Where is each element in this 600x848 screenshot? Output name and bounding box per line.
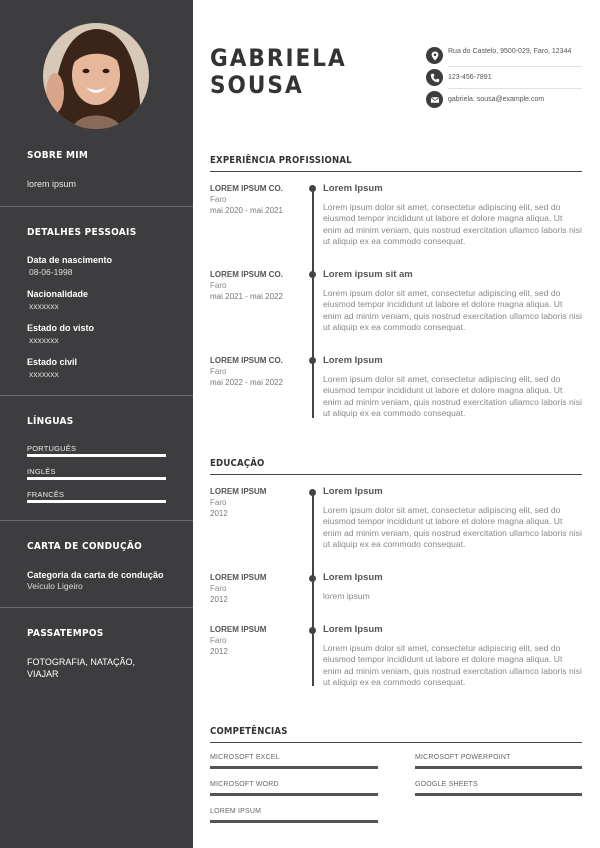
timeline-dot bbox=[309, 357, 316, 364]
timeline-dot bbox=[309, 185, 316, 192]
license-category-label: Categoria da carta de condução bbox=[27, 570, 164, 580]
experience-date: mai 2022 - mai 2022 bbox=[210, 378, 283, 387]
experience-city: Faro bbox=[210, 367, 227, 376]
education-org: LOREM IPSUM bbox=[210, 487, 267, 496]
education-date: 2012 bbox=[210, 595, 228, 604]
avatar bbox=[43, 23, 149, 129]
email-text: gabriela. sousa@example.com bbox=[448, 96, 545, 103]
hobbies-heading: PASSATEMPOS bbox=[27, 628, 104, 639]
divider bbox=[448, 66, 582, 67]
timeline-dot bbox=[309, 271, 316, 278]
education-description: Lorem ipsum dolor sit amet, consectetur adipiscing elit, sed do eiusmod tempor incididunt ut labore et dolore magna aliqua. Ut enim ad minim veniam, quis nostrud exercitation ullamco laboris nisi ut aliquip ex ea commodo consequat. bbox=[323, 643, 582, 688]
skill-label: LOREM IPSUM bbox=[210, 808, 262, 815]
experience-org: LOREM IPSUM CO. bbox=[210, 356, 283, 365]
driving-license-heading: CARTA DE CONDUÇÃO bbox=[27, 541, 143, 552]
phone-text: 123-456-7891 bbox=[448, 74, 492, 81]
language-label: INGLÊS bbox=[27, 467, 56, 476]
experience-city: Faro bbox=[210, 195, 227, 204]
education-title: Lorem Ipsum bbox=[323, 624, 383, 635]
language-level-bar bbox=[27, 477, 166, 480]
last-name: SOUSA bbox=[210, 71, 304, 99]
experience-org: LOREM IPSUM CO. bbox=[210, 184, 283, 193]
skills-heading: COMPETÊNCIAS bbox=[210, 726, 288, 737]
personal-details-heading: DETALHES PESSOAIS bbox=[27, 227, 137, 238]
language-label: FRANCÊS bbox=[27, 490, 65, 499]
marital-status-label: Estado civil bbox=[27, 357, 78, 367]
marital-status-value: xxxxxxx bbox=[29, 369, 59, 379]
about-text: lorem ipsum bbox=[27, 179, 77, 189]
map-pin-icon bbox=[426, 47, 443, 64]
first-name: GABRIELA bbox=[210, 44, 347, 72]
experience-date: mai 2020 - mai 2021 bbox=[210, 206, 283, 215]
education-city: Faro bbox=[210, 636, 227, 645]
education-date: 2012 bbox=[210, 647, 228, 656]
section-rule bbox=[210, 171, 582, 172]
education-city: Faro bbox=[210, 498, 227, 507]
experience-title: Lorem Ipsum bbox=[323, 355, 383, 366]
education-title: Lorem Ipsum bbox=[323, 486, 383, 497]
skill-label: MICROSOFT EXCEL bbox=[210, 754, 280, 761]
language-level-bar bbox=[27, 500, 166, 503]
language-level-bar bbox=[27, 454, 166, 457]
timeline-dot bbox=[309, 489, 316, 496]
address-text: Rua do Castelo, 9500-029, Faro, 12344 bbox=[448, 48, 572, 55]
skill-label: MICROSOFT POWERPOINT bbox=[415, 754, 511, 761]
skill-label: GOOGLE SHEETS bbox=[415, 781, 478, 788]
divider bbox=[0, 395, 193, 396]
experience-description: Lorem ipsum dolor sit amet, consectetur adipiscing elit, sed do eiusmod tempor incididunt ut labore et dolore magna aliqua. Ut enim ad minim veniam, quis nostrud exercitation ullamco laboris nisi ut aliquip ex ea commodo consequat. bbox=[323, 202, 582, 247]
experience-org: LOREM IPSUM CO. bbox=[210, 270, 283, 279]
experience-city: Faro bbox=[210, 281, 227, 290]
skill-level-bar bbox=[210, 820, 378, 823]
skill-label: MICROSOFT WORD bbox=[210, 781, 279, 788]
skill-level-bar bbox=[415, 766, 582, 769]
skill-level-bar bbox=[415, 793, 582, 796]
skill-level-bar bbox=[210, 766, 378, 769]
visa-status-value: xxxxxxx bbox=[29, 335, 59, 345]
education-timeline bbox=[312, 492, 314, 686]
experience-title: Lorem Ipsum bbox=[323, 183, 383, 194]
section-rule bbox=[210, 742, 582, 743]
education-description: Lorem ipsum dolor sit amet, consectetur adipiscing elit, sed do eiusmod tempor incididunt ut labore et dolore magna aliqua. Ut enim ad minim veniam, quis nostrud exercitation ullamco laboris nisi ut aliquip ex ea commodo consequat. bbox=[323, 505, 582, 550]
experience-timeline bbox=[312, 188, 314, 418]
birthdate-label: Data de nascimento bbox=[27, 255, 113, 265]
languages-heading: LÍNGUAS bbox=[27, 416, 74, 427]
experience-description: Lorem ipsum dolor sit amet, consectetur adipiscing elit, sed do eiusmod tempor incididunt ut labore et dolore magna aliqua. Ut enim ad minim veniam, quis nostrud exercitation ullamco laboris nisi ut aliquip ex ea commodo consequat. bbox=[323, 288, 582, 333]
skill-level-bar bbox=[210, 793, 378, 796]
experience-title: Lorem ipsum sit am bbox=[323, 269, 413, 280]
phone-icon bbox=[426, 69, 443, 86]
timeline-dot bbox=[309, 627, 316, 634]
experience-description: Lorem ipsum dolor sit amet, consectetur adipiscing elit, sed do eiusmod tempor incididunt ut labore et dolore magna aliqua. Ut enim ad minim veniam, quis nostrud exercitation ullamco laboris nisi ut aliquip ex ea commodo consequat. bbox=[323, 374, 582, 419]
divider bbox=[0, 607, 193, 608]
education-city: Faro bbox=[210, 584, 227, 593]
education-title: Lorem Ipsum bbox=[323, 572, 383, 583]
birthdate-value: 08-06-1998 bbox=[29, 267, 73, 277]
education-heading: EDUCAÇÃO bbox=[210, 458, 265, 469]
education-description: lorem ipsum bbox=[323, 591, 370, 601]
language-label: PORTUGUÊS bbox=[27, 444, 77, 453]
about-heading: SOBRE MIM bbox=[27, 150, 89, 161]
experience-heading: EXPERIÊNCIA PROFISSIONAL bbox=[210, 155, 352, 166]
hobbies-text: FOTOGRAFIA, NATAÇÃO, VIAJAR bbox=[27, 657, 136, 679]
education-org: LOREM IPSUM bbox=[210, 625, 267, 634]
envelope-icon bbox=[426, 91, 443, 108]
license-category-value: Veículo Ligeiro bbox=[27, 581, 83, 591]
visa-status-label: Estado do visto bbox=[27, 323, 95, 333]
divider bbox=[0, 520, 193, 521]
education-org: LOREM IPSUM bbox=[210, 573, 267, 582]
sidebar bbox=[0, 0, 193, 848]
experience-date: mai 2021 - mai 2022 bbox=[210, 292, 283, 301]
divider bbox=[0, 206, 193, 207]
nationality-value: xxxxxxx bbox=[29, 301, 59, 311]
nationality-label: Nacionalidade bbox=[27, 289, 89, 299]
timeline-dot bbox=[309, 575, 316, 582]
section-rule bbox=[210, 474, 582, 475]
education-date: 2012 bbox=[210, 509, 228, 518]
full-name bbox=[210, 45, 347, 99]
divider bbox=[448, 88, 582, 89]
